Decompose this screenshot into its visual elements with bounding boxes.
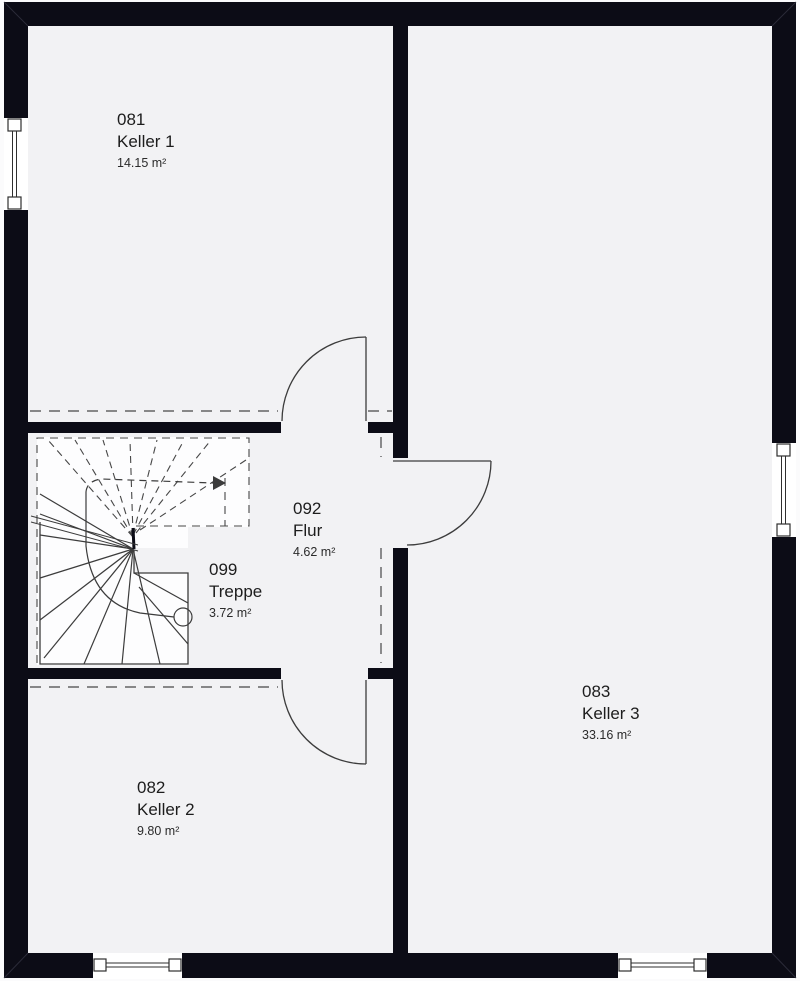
room-label-treppe — [209, 559, 262, 621]
room-label-keller-2 — [137, 777, 195, 839]
room-number: 083 — [582, 682, 611, 701]
room-area: 33.16 m² — [582, 728, 632, 742]
room-number: 081 — [117, 110, 146, 129]
room-area: 9.80 m² — [137, 824, 180, 838]
window-left — [4, 118, 28, 210]
stair-landing-notch — [134, 548, 188, 573]
wall-keller2-top — [28, 668, 281, 679]
wall-central-lower — [393, 548, 408, 953]
room-name: Keller 3 — [582, 704, 640, 723]
room-area: 3.72 m² — [209, 606, 252, 620]
wall-central-upper — [393, 26, 408, 458]
stair-newel-post — [133, 528, 134, 549]
room-number: 082 — [137, 778, 166, 797]
room-name: Flur — [293, 521, 323, 540]
room-name: Treppe — [209, 582, 263, 601]
window-bottom-right — [618, 953, 707, 979]
wall-stub-bottom-door — [368, 668, 393, 679]
room-number: 099 — [209, 560, 238, 579]
room-area: 4.62 m² — [293, 545, 336, 559]
room-label-keller-3 — [582, 681, 640, 743]
wall-keller1-bottom — [28, 422, 281, 433]
room-number: 092 — [293, 499, 322, 518]
window-bottom-left — [93, 953, 182, 979]
wall-stub-top-door — [368, 422, 393, 433]
room-area: 14.15 m² — [117, 156, 167, 170]
room-label-flur — [293, 498, 335, 560]
window-right — [772, 443, 796, 537]
room-name: Keller 2 — [137, 800, 195, 819]
room-label-keller-1 — [117, 109, 175, 171]
wall-top — [4, 2, 796, 26]
room-name: Keller 1 — [117, 132, 175, 151]
